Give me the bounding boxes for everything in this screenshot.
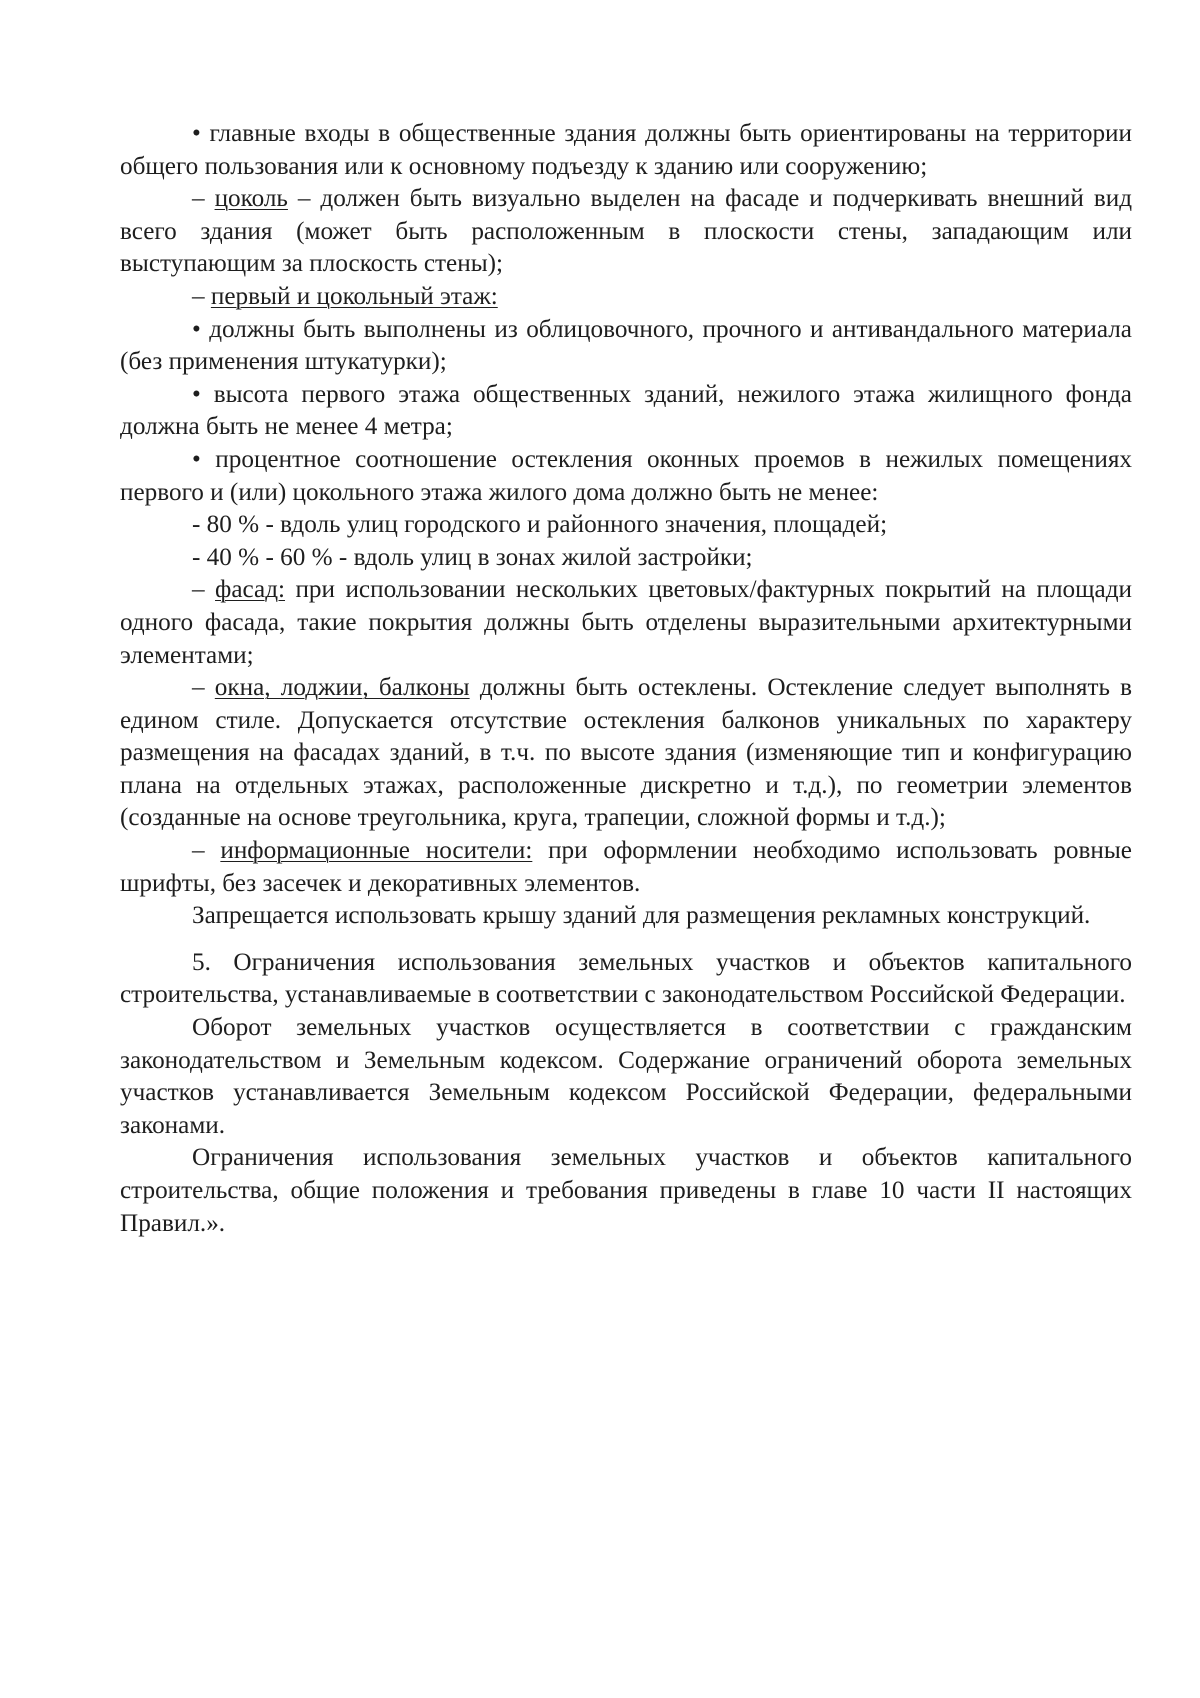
term-info-carriers: информационные носители: xyxy=(220,837,533,865)
bullet-facing-material: • должны быть выполнены из облицовочного, прочного и антивандального материала (без применения штукатурки); xyxy=(120,315,1132,376)
document-page xyxy=(120,118,1132,1240)
item-facade: – фасад: при использовании нескольких цветовых/фактурных покрытий на площади одного фасада, такие покрытия должны быть отделены выразительными архитектурными элементами; xyxy=(120,576,1133,669)
section-5-paragraph-1: Оборот земельных участков осуществляется в соответствии с гражданским законодательством и Земельным кодексом. Содержание ограничений оборота земельных участков устанавливается Земельным кодексом Российской Федерации, федеральными законами. xyxy=(120,1014,1132,1139)
item-first-floor: – первый и цокольный этаж: xyxy=(192,282,498,310)
bullet-glazing-ratio: • процентное соотношение остекления оконных проемов в нежилых помещениях первого и (или) цокольного этажа жилого дома должно быть не менее: xyxy=(120,445,1132,506)
section-5-heading: 5. Ограничения использования земельных участков и объектов капитального строительства, устанавливаемые в соответствии с законодательством Российской Федерации. xyxy=(120,948,1132,1009)
term-plinth: цоколь xyxy=(214,185,288,213)
section-5-paragraph-2: Ограничения использования земельных участков и объектов капитального строительства, общие положения и требования приведены в главе 10 части II настоящих Правил.». xyxy=(120,1144,1132,1237)
item-windows-balconies: – окна, лоджии, балконы должны быть остеклены. Остекление следует выполнять в едином стиле. Допускается отсутствие остекления балконов уникальных по характеру размещения на фасадах зданий, в т.ч. по высоте здания (изменяющие тип и конфигурацию плана на отдельных этажах, расположенные дискретно и т.д.), по геометрии элементов (созданные на основе треугольника, круга, трапеции, сложной формы и т.д.); xyxy=(120,674,1133,832)
bullet-main-entrances: • главные входы в общественные здания должны быть ориентированы на территории общего пользования или к основному подъезду к зданию или сооружению; xyxy=(120,120,1132,180)
term-windows-balconies: окна, лоджии, балконы xyxy=(214,674,470,702)
bullet-floor-height: • высота первого этажа общественных зданий, нежилого этажа жилищного фонда должна быть не менее 4 метра; xyxy=(120,380,1132,441)
glazing-ratio-city-streets: - 80 % - вдоль улиц городского и районного значения, площадей; xyxy=(192,511,888,539)
item-plinth: – цоколь – должен быть визуально выделен на фасаде и подчеркивать внешний вид всего здания (может быть расположенным в плоскости стены, западающим или выступающим за плоскость стены); xyxy=(120,185,1133,278)
term-facade: фасад: xyxy=(215,576,286,604)
roof-advertising-ban: Запрещается использовать крышу зданий для размещения рекламных конструкций. xyxy=(192,902,1091,930)
glazing-ratio-residential: - 40 % - 60 % - вдоль улиц в зонах жилой застройки; xyxy=(192,543,753,571)
item-info-carriers: – информационные носители: при оформлении необходимо использовать ровные шрифты, без засечек и декоративных элементов. xyxy=(120,837,1132,897)
term-first-floor: первый и цокольный этаж: xyxy=(210,282,498,310)
section-gap xyxy=(120,933,1132,947)
